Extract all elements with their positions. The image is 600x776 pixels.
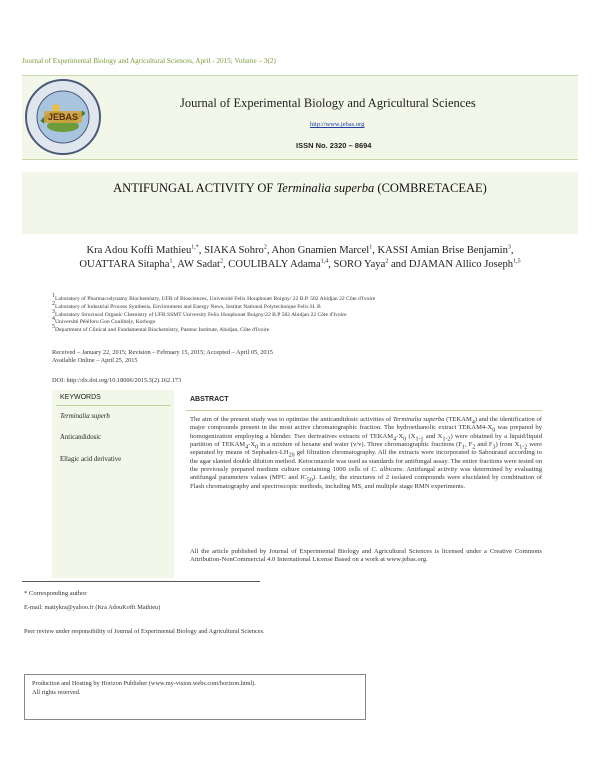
issn-number: ISSN No. 2320 – 8694 [296, 141, 372, 150]
affiliation-item: $^3$Laboratory Structural Organic Chemistry of UFR SSMT University Felix Houphouet Boigny/22 B.P 582 Abidjan 22 Côte d'Ivoire [52, 308, 347, 318]
running-head: Journal of Experimental Biology and Agricultural Sciences, April - 2015; Volume – 3(2) [22, 57, 276, 65]
article-dates [52, 349, 273, 365]
online-date: Available Online – April 25, 2015 [52, 357, 138, 365]
affiliation-item: $^1$Laboratory of Pharmacodynamy Biochemistry, UFR of Biosciences, Université Felix Houphouet Boigny/ 22 B.P. 582 Abidjan 22 Côte d'Ivoire [52, 293, 376, 302]
production-note [32, 680, 352, 697]
abstract-divider [186, 410, 542, 411]
keywords-heading: KEYWORDS [60, 394, 101, 401]
license-statement: All the article published by Journal of Experimental Biology and Agricultural Sciences is licensed under a Creative Commons Attribution-NonCommercial 4.0 International License Based on a work at www.jebas.org. [190, 548, 542, 564]
keyword-item: Ellagic acid derivative [60, 456, 122, 463]
affiliation-item: $^5$Department of Clinical and Fundamental Biochemistry, Pasteur Institute, Abidjan, Côte d'Ivoire [52, 324, 270, 334]
affiliation-item: $^2$Laboratory of Industrial Process Synthesis, Environment and Energy News, Institut National Polytechnique Felix H. B [52, 300, 321, 310]
article-title: ANTIFUNGAL ACTIVITY OF Terminalia superba (COMBRETACEAE) [113, 181, 487, 195]
journal-title: Journal of Experimental Biology and Agricultural Sciences [180, 96, 476, 110]
production-line: Production and Hosting by Horizon Publisher (www.my-vision.webs.com/horizon.html). [32, 680, 256, 687]
author-list: Kra Adou Koffi Mathieu$^{1,*}$, SIAKA Sohro$^2$, Ahon Gnamien Marcel$^1$, KASSI Amian Brise Benjamin$^3$, OUATTARA Sitapha$^1$, AW Sadat$^2$, COULIBALY Adama$^{1,4}$, SORO Yaya$^2$ and DJAMAN Allico Joseph$^{1,5}$ [79, 244, 521, 270]
abstract-text: The aim of the present study was to optimize the anticandidosic activities of Terminalia superba $(TEKAM_4)$ and the identification of major compounds present in the most active chromatographic fraction. The hydroethanolic extract $TEKAM4-X_0$ was prepared by homogenization employing a blender. Two derivatives extracts of $TEKAM_4-X_0$ ($X_{1-1}$ and $X_{1-2}$) were obtained by a liquid/liquid partition of $TEKAM_4-X_0$ in a mixture of hexane and water (v/v). Three chromatographic fractions ($F_1$, $F_2$ and $F_3$) from $X_{1-2}$ were separated by means of Sephadex-$LH_{20}$ gel filtration chromatography. All the extracts were incorporated to Sabouraud according to the agar slanted double dilution method. Ketoconazole was used as standards for antifungal assay. The entire fractions were tested on the previously prepared medium culture containing 1000 cells of C. albicans. Antifungal activity was determined by evaluating antifungal parameters values (MFC and $IC_{50}$). Lastly, the structures of 2 isolated compounds were elucidated by combination of Flash chromatography and spectroscopic methods, including MS, and multiple stage RMN experiments. [190, 416, 543, 490]
keywords-divider [56, 405, 170, 406]
author-email[interactable]: E-mail: mattykra@yahoo.fr (Kra AdouKoffi Mathieu) [24, 604, 161, 611]
received-dates: Received – January 22, 2015; Revision – February 15, 2015; Accepted – April 05, 2015 [52, 349, 273, 356]
affiliation-item: $^4$Université Péléforo Gon Coulibaly, Korhogo [52, 316, 156, 326]
corresponding-author-note: * Corresponding author [24, 590, 87, 597]
keyword-item: Terminalia superb [60, 413, 110, 420]
journal-url-link[interactable]: http://www.jebas.org [310, 121, 365, 128]
keyword-item: Anticandidosic [60, 434, 102, 441]
peer-review-note: Peer review under responsibility of Journal of Experimental Biology and Agricultural Sciences. [24, 628, 265, 635]
journal-logo [24, 78, 102, 156]
rights-line: All rights reserved. [32, 688, 81, 696]
affiliation-list [52, 293, 552, 335]
doi-link[interactable]: DOI: http://dx.doi.org/10.18006/2015.3(2).162.173 [52, 377, 182, 384]
svg-text:JEBAS: JEBAS [47, 112, 79, 122]
footnote-divider [22, 581, 260, 582]
abstract-heading: ABSTRACT [190, 396, 229, 403]
